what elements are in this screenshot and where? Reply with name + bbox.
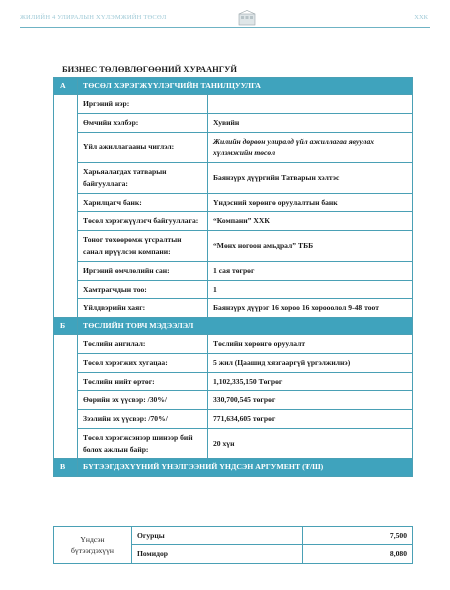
- row-label: Зээлийн эх үүсвэр: /70%/: [78, 410, 208, 429]
- table-row: [54, 280, 413, 299]
- building-logo-icon: [238, 10, 256, 26]
- row-value: 330,700,545 төгрөг: [208, 391, 413, 410]
- row-value: “Мөнх ногоон амьдрал” ТББ: [208, 231, 413, 262]
- table-row: [54, 372, 413, 391]
- row-label: Төсөл хэрэгжүүлэгч байгууллага:: [78, 212, 208, 231]
- row-label: Тоног төхөөрөмж үгсралтын санал ирүүлсэн компани:: [78, 231, 208, 262]
- row-value: “Компани” ХХК: [208, 212, 413, 231]
- row-value: 20 хүн: [208, 428, 413, 459]
- table-row: [54, 428, 413, 459]
- table-row: [54, 132, 413, 163]
- product-group-line-1: Үндсэн: [80, 534, 105, 544]
- product-price: 8,080: [303, 545, 413, 563]
- row-value: Хувийн: [208, 113, 413, 132]
- row-label: Харилцагч банк:: [78, 193, 208, 212]
- row-label: Харьяалагдах татварын байгууллага:: [78, 163, 208, 194]
- section-c-title: БҮТЭЭГДЭХҮҮНИЙ ҮНЭЛГЭЭНИЙ ҮНДСЭН АРГУМЕНТ (₮/Ш): [78, 459, 413, 476]
- product-group-line-2: бүтээгдэхүүн: [71, 545, 114, 555]
- table-row: [54, 410, 413, 429]
- row-label: Төслийн ангилал:: [78, 335, 208, 354]
- row-label: Өөрийн эх үүсвэр: /30%/: [78, 391, 208, 410]
- row-value: Төслийн хөрөнгө оруулалт: [208, 335, 413, 354]
- table-row: [54, 113, 413, 132]
- section-c-header: [54, 459, 413, 476]
- product-group-label: [54, 527, 132, 564]
- product-name: Помидор: [132, 545, 303, 563]
- section-b-header: [54, 318, 413, 335]
- table-row: [54, 163, 413, 194]
- section-c-letter: В: [54, 459, 78, 476]
- row-label: Өмчийн хэлбэр:: [78, 113, 208, 132]
- document-title: БИЗНЕС ТӨЛӨВЛӨГӨӨНИЙ ХУРААНГУЙ: [62, 64, 237, 74]
- table-row: [54, 353, 413, 372]
- row-value: [208, 95, 413, 114]
- row-label: Үйл ажиллагааны чиглэл:: [78, 132, 208, 163]
- section-b-letter: Б: [54, 318, 78, 335]
- row-value: Баянзүрх дүүрэг 16 хороо 16 хорооолол 9-48 тоот: [208, 299, 413, 318]
- table-row: [54, 212, 413, 231]
- row-value: 1: [208, 280, 413, 299]
- table-row: [54, 335, 413, 354]
- row-label: Иргэний өмчлөлийн сан:: [78, 261, 208, 280]
- row-value: 771,634,605 төгрөг: [208, 410, 413, 429]
- row-label: Төслийн нийт өртөг:: [78, 372, 208, 391]
- table-row: [54, 299, 413, 318]
- table-row: [54, 193, 413, 212]
- product-argument-table: [53, 526, 413, 564]
- table-row: [54, 231, 413, 262]
- row-value: 5 жил (Цаашид хязгааргүй үргэлжилнэ): [208, 353, 413, 372]
- table-row: [54, 95, 413, 114]
- row-value: 1,102,335,150 Төгрөг: [208, 372, 413, 391]
- section-a-title: ТӨСӨЛ ХЭРЭГЖҮҮЛЭГЧИЙН ТАНИЛЦУУЛГА: [78, 78, 413, 95]
- table-row: [54, 527, 413, 545]
- row-label: Үйлдвэрийн хаяг:: [78, 299, 208, 318]
- row-value: Үндэсний хөрөнгө оруулалтын банк: [208, 193, 413, 212]
- section-a-letter: А: [54, 78, 78, 95]
- row-label: Иргэний нэр:: [78, 95, 208, 114]
- section-b-title: ТӨСЛИЙН ТОВЧ МЭДЭЭЛЭЛ: [78, 318, 413, 335]
- table-row: [54, 261, 413, 280]
- product-price: 7,500: [303, 527, 413, 545]
- summary-table: [53, 77, 413, 477]
- row-value: 1 сая төгрөг: [208, 261, 413, 280]
- header-right-text: ХХК: [414, 14, 428, 21]
- table-row: [54, 391, 413, 410]
- row-value: Жилийн дөрвөн улиралд үйл ажиллагаа явуулах хүлэмжийн төсөл: [208, 132, 413, 163]
- page-header: [20, 14, 430, 28]
- row-value: Баянзүрх дүүргийн Татварын хэлтэс: [208, 163, 413, 194]
- row-label: Төсөл хэрэгжих хугацаа:: [78, 353, 208, 372]
- row-label: Төсөл хэрэгжсэнээр шинээр бий болох ажлын байр:: [78, 428, 208, 459]
- section-a-header: [54, 78, 413, 95]
- row-label: Хамтрагчдын тоо:: [78, 280, 208, 299]
- header-left-text: ЖИЛИЙН 4 УЛИРАЛЫН ХҮЛЭМЖИЙН ТӨСӨЛ: [20, 14, 167, 21]
- product-name: Огурцы: [132, 527, 303, 545]
